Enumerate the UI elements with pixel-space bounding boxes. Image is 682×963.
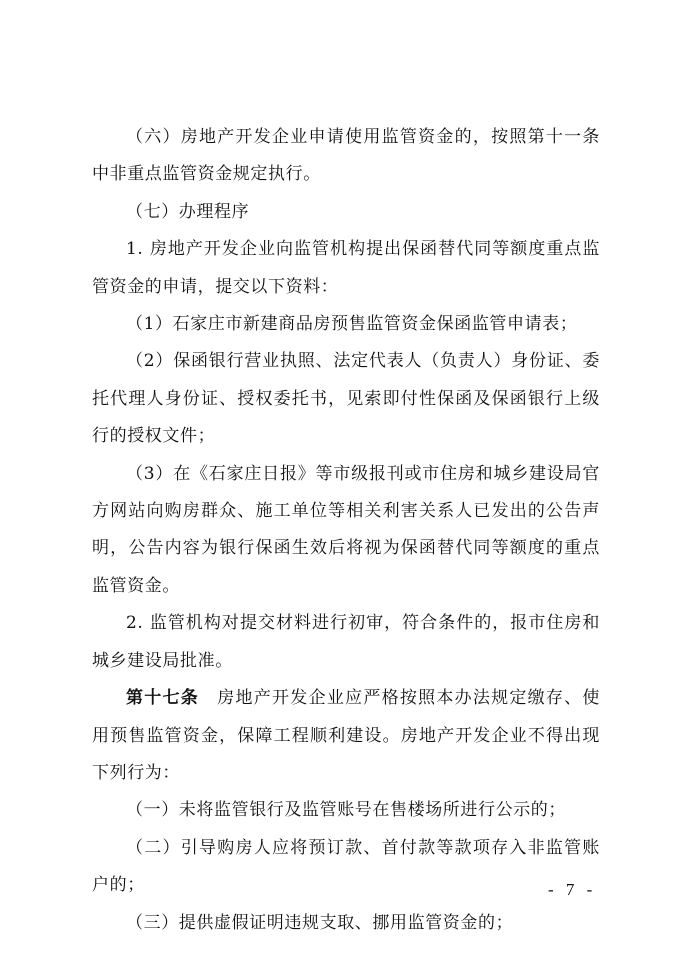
article-17-item-1: （一）未将监管银行及监管账号在售楼场所进行公示的； <box>126 800 566 821</box>
paragraph-procedure-1: 1. 房地产开发企业向监管机构提出保函替代同等额度重点监管资金的申请，提交以下资料： <box>92 239 600 297</box>
paragraph-7-heading: （七）办理程序 <box>126 201 250 222</box>
article-17: 第十七条 房地产开发企业应严格按照本办法规定缴存、使用预售监管资金，保障工程顺利建设。房地产开发企业不得出现下列行为： <box>92 688 600 783</box>
article-17-item-2: （二）引导购房人应将预订款、首付款等款项存入非监管账户的； <box>92 837 600 896</box>
article-17-heading: 第十七条 <box>126 688 200 709</box>
paragraph-item-1: （1）石家庄市新建商品房预售监管资金保函监管申请表； <box>126 314 578 335</box>
paragraph-item-3: （3）在《石家庄日报》等市级报刊或市住房和城乡建设局官方网站向购房群众、施工单位等相关利害关系人已发出的公告声明，公告内容为银行保函生效后将视为保函替代同等额度的重点监管资金。 <box>92 463 600 596</box>
article-17-item-3: （三）提供虚假证明违规支取、挪用监管资金的； <box>126 912 514 933</box>
paragraph-procedure-2: 2. 监管机构对提交材料进行初审，符合条件的，报市住房和城乡建设局批准。 <box>92 613 600 671</box>
page-number: - 7 - <box>548 880 597 899</box>
document-body <box>92 119 600 942</box>
paragraph-item-2: （2）保函银行营业执照、法定代表人（负责人）身份证、委托代理人身份证、授权委托书，见索即付性保函及保函银行上级行的授权文件； <box>92 351 600 447</box>
paragraph-6: （六）房地产开发企业申请使用监管资金的，按照第十一条中非重点监管资金规定执行。 <box>92 127 600 185</box>
